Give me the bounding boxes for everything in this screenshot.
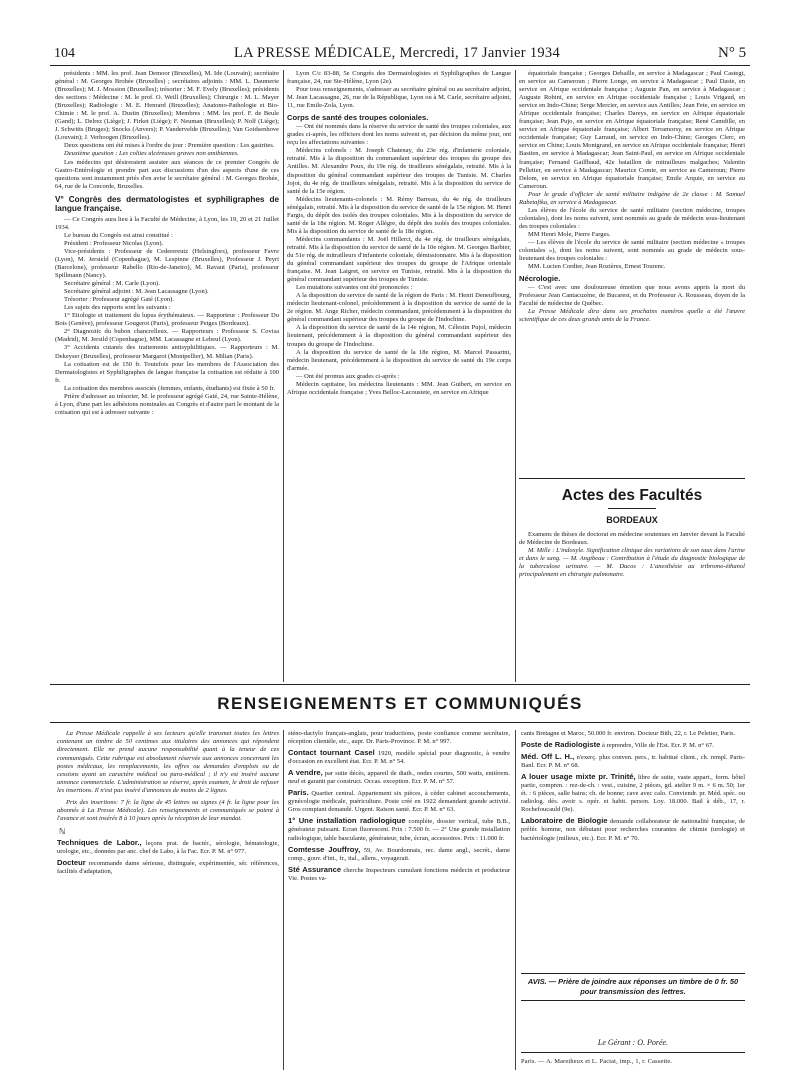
header-rule: [50, 65, 750, 66]
column-mark: ℕ: [59, 827, 66, 837]
ad-body: cants Bretagne et Maroc, 50.000 fr. environ. Docteur Bith, 22, r. Le Peletier, Paris.: [521, 730, 736, 737]
paragraph: MM. Lucien Cordier, Jean Rozières, Ernest Tourenc.: [528, 263, 666, 271]
ad-entry: [57, 839, 279, 856]
ad-body: complète, dossier vertical, tube B.B., générateur puissant. Ecran fluorescent. Prix : 7.500 fr. — 2° Une grande installation radiologique, table basculante, générateur, tube, écran, accessoires. Prix : 11.000 fr.: [288, 818, 510, 842]
paragraph: Secrétaire général adjoint : M. Jean Lacassagne (Lyon).: [64, 288, 209, 296]
avis-notice: AVIS. — Prière de joindre aux réponses un timbre de 0 fr. 50 pour transmission des lettres.: [527, 977, 739, 996]
ad-body: sténo-dactylo français-anglais, pour traductions, poste confiance comme secrétaire, réception clientèle, etc., aupr. Dr. Paris-Province. P. M. n° 997.: [288, 730, 510, 746]
imprint-rule: [521, 1052, 745, 1053]
paragraph: Pour le grade d'officier de santé militaire indigène de 2e classe : M. Samuel Rabetafika, en service à Madagascar.: [519, 190, 745, 206]
ad-entry: [288, 866, 510, 883]
renseignements-column-2: [288, 730, 510, 1075]
ad-heading: Sté Assurance: [288, 864, 342, 874]
ad-body: 1920, modèle spécial pour diagnostic, à vendre d'occasion en excellent état. Ecr. P. M. n° 54.: [288, 750, 510, 766]
ad-entry: [288, 730, 510, 746]
ad-entry: [288, 789, 510, 814]
paragraph: Examens de thèses de doctorat en médecine soutenues en Janvier devant la Faculté de Médecine de Bordeaux.: [519, 531, 745, 547]
section-heading: Corps de santé des troupes coloniales.: [287, 113, 429, 123]
renseignements-column-3: [521, 730, 745, 970]
paragraph: équatoriale française ; Georges Debaille, en service à Madagascar ; Paul Castegt, en service au Cameroun ; Pierre Longe, en service à Madagascar ; Paul Daste, en service en Afrique occidentale française ; Auguste Pan, en service à Madagascar ; Auguste Robini, en service en Afrique occidentale française ; Louis Vrigaud, en service en Indo-Chine; Serge Mercier, en service aux Antilles; Jean Fete, en service en Afrique occidentale française; Charles Dareys, en service en Afrique équatoriale française; Jean Pujo, en service en Afrique équatoriale française; René Camdille, en service en Afrique équatoriale française; Albert Terramorsy, en service en Afrique occidentale française; Guy Larraud, en service en Indo-Chine; Georges Clerc, en service en Chine; Louis Montgrand, en service en Afrique occidentale française; Henri Bastien, en service à Madagascar; Jean Saint-Paul, en service en Afrique occidentale française; Fernand Gaillbaud, 42e bataillon de mitrailleurs malgaches; Valentin Pelletier, en service à Madagascar; Maurice Comte, en service au Cameroun; Pierre Delom, en service en Afrique équatoriale française; Emile Arquie, en service au Cameroun.: [519, 70, 745, 190]
column-1: [55, 70, 279, 682]
ad-entry: [521, 817, 745, 842]
paragraph: Les sujets des rapports sont les suivants :: [64, 304, 171, 312]
column-divider: [515, 70, 516, 682]
ad-heading: Comtesse Jouffroy,: [288, 844, 361, 854]
ad-body: cherche Inspecteurs cumulant fonctions médecin et producteur Vie. Postes va-: [288, 866, 510, 882]
paragraph: Président : Professeur Nicolas (Lyon).: [64, 239, 164, 247]
paragraph: Deux questions ont été mises à l'ordre du jour : Première question : Les gastrites.: [64, 142, 275, 150]
actes-subtitle: BORDEAUX: [606, 515, 658, 525]
ad-body: par suite décès, appareil de diath., ondes courtes, 500 watts, entièrem. neuf et garanti par construct. Occas. exception. Ecr. P. M. n° 57.: [288, 770, 510, 786]
paragraph: A la disposition du service de santé de la 14e région, M. Célestin Pujol, médecin lieutenant, précédemment à la disposition du général commandant supérieur des troupes du groupe de l'Indochine.: [287, 324, 511, 348]
section-heading: Nécrologie.: [519, 274, 561, 284]
ad-heading: 1° Une installation radiologique: [288, 816, 406, 826]
paragraph: 3° Accidents cutanés des traitements antisyphilitiques. — Rapporteurs : M. Dekeyser (Bruxelles), professeur Margarot (Montpellier), M. Milian (Paris).: [55, 344, 279, 360]
ad-entry: [288, 769, 510, 786]
ad-body: n'exerç. plus conven. pers., tr. habitué client., ch. rempl. Paris-Banl. Ecr. P. M. n° 68.: [521, 754, 745, 770]
actes-body: [519, 531, 745, 681]
page-header-title: LA PRESSE MÉDICALE, Mercredi, 17 Janvier 1934: [234, 45, 561, 61]
paragraph: La Presse Médicale dira dans ses prochains numéros quelle a été l'œuvre scientifique de ces deux grands amis de la France.: [519, 308, 745, 324]
ad-entry: [521, 773, 745, 814]
paragraph: Secrétaire général : M. Carle (Lyon).: [64, 280, 160, 288]
column-divider: [283, 730, 284, 1070]
section-rule-top: [50, 684, 750, 685]
renseignements-column-1: [57, 730, 279, 1075]
ad-heading: Techniques de Labor.,: [57, 838, 142, 848]
paragraph: Le bureau du Congrès est ainsi constitué :: [64, 231, 173, 239]
ad-entry: [521, 741, 745, 750]
paragraph: Médecins lieutenants-colonels : M. Rémy Barreau, du 4e rég. de tirailleurs sénégalais, retraité. Mis à la disposition du service de santé de la 15e région. M. Henri Fargis, du dépôt des isolés des troupes coloniales. Mis à la disposition du service de santé de la 18e région. M. Roger Allègre, du dépôt des isolés des troupes coloniales. Mis à la disposition du service de santé de la 18e région.: [287, 195, 511, 235]
paragraph: 1° Etiologie et traitement du lupus érythémateux. — Rapporteur : Professeur Du Bois (Genève), professeur Gougerot (Paris), professeur Petges (Bordeaux).: [55, 312, 279, 328]
issue-number: N° 5: [718, 45, 747, 61]
paragraph: Les élèves de l'école du service de santé militaire (section médecine, troupes coloniales), dont les noms suivent, sont nommés au grade de médecin sous-lieutenant des troupes coloniales :: [519, 206, 745, 230]
ad-heading: Méd. Off L. H.,: [521, 752, 575, 762]
ad-entry: [288, 749, 510, 766]
actes-underline: [608, 508, 656, 509]
ad-entry: [288, 817, 510, 842]
section-heading: V° Congrès des dermatologistes et syphiligraphes de langue française.: [55, 194, 279, 214]
page-number: 104: [54, 46, 75, 61]
paragraph: Deuxième question : Les colites ulcéreuses graves non amibiennes.: [64, 150, 239, 158]
column-divider: [515, 730, 516, 1070]
paragraph: Médecins colonels : M. Joseph Chatenay, du 23e rég. d'infanterie coloniale, retraité. Mis à la disposition du commandant supérieur des troupes du groupe des Antilles. M. Alexandre Poux, du 19e rég. de tirailleurs sénégalais, retraité. Mis à la disposition du général commandant supérieur des troupes de Tunisie. M. Charles Jojot, du 4e rég. de tirailleurs sénégalais, retraité. Mis à la disposition du service de santé de la 15e région.: [287, 147, 511, 195]
ad-heading: Laboratoire de Biologie: [521, 816, 608, 826]
ad-heading: A louer usage mixte pr. Trinité,: [521, 772, 636, 782]
section-rule: [519, 478, 745, 479]
renseignements-underline: [50, 722, 750, 723]
paragraph: présidents : MM. les prof. Jean Demoor (Bruxelles), M. Ide (Louvain); secrétaire général : M. Georges Brohée (Bruxelles) ; secrétaires adjoints : MM. L. Daumerie (Bruxelles); M. J. Mossion (Bruxelles); trésorier : M. F. Evely (Bruxelles); présidents des sections : Médecine : M. le prof. O. Weill (Bruxelles); Chirurgie : M. L. Mayer (Bruxelles); Radiologie : M. E. Henrard (Bruxelles); Anatomo-Pathologie et Bio-Chimie : M. le prof. A. Dustin (Bruxelles); Membres : MM. les prof. F. de Beule (Gand); L. Delrez (Liège); J. Firket (Liège); F. Neuman (Bruxelles); P. Nolf (Liège); J. Schwitts (Bruges); Snocks (Anvers); P. Vandervelde (Bruxelles); Van Goidsenhove (Louvain); J. Verhoogen (Bruxelles).: [55, 70, 279, 142]
ad-entry: [521, 753, 745, 770]
paragraph: Trésorier : Professeur agrégé Gaté (Lyon).: [64, 296, 174, 304]
printer-imprint: Paris. — A. Maretheux et L. Pactat, imp., 1, r. Cassette.: [521, 1058, 673, 1065]
paragraph: A la disposition du service de santé de la 18e région, M. Marcel Passarini, médecin lieutenant, précédemment à la disposition du service de santé du 19e corps d'armée.: [287, 348, 511, 372]
ad-entry: [57, 859, 279, 876]
paragraph: M. Mille : L'indoxyle. Signification clinique des variations de son taux dans l'urine et dans le sang. — M. Angibeau : Contribution à l'étude du diagnostic biologique de la tuberculose urinaire. — M. Ducos : L'anesthésie au tribromo-éthanol principalement en chirurgie pulmonaire.: [519, 547, 745, 579]
ad-body: demande collaborateur de nationalité française, de préfér. homme, non débutant pour recherches courantes de chimie (urologie) et bactériologie (milieux, etc.). Ecr. P. M. n° 70.: [521, 818, 745, 842]
ad-body: Quartier central. Appartement six pièces, à céder cabinet accouchements, gynécologie médicale, puériculture. Poste créé en 1922 demandant grande activité. Gros comptant demandé. Urgent. Raison santé. Ecr. P. M. n° 63.: [288, 790, 510, 814]
paragraph: — Ce Congrès aura lieu à la Faculté de Médecine, à Lyon, les 19, 20 et 21 Juillet 1934.: [55, 215, 279, 231]
paragraph: La cotisation des membres associés (femmes, enfants, étudiants) est fixée à 50 fr.: [64, 384, 276, 392]
paragraph: Les mutations suivantes ont été prononcées :: [296, 284, 413, 292]
paragraph: Lyon C/c 83-88, 5e Congrès des Dermatologistes et Syphiligraphes de Langue française, 24, rue Ste-Hélène, Lyon (2e).: [287, 70, 511, 86]
paragraph: — Les élèves de l'école du service de santé militaire (section médecine « troupes coloniales »), dont les noms suivent, sont nommés au grade de médecin sous-lieutenant des troupes coloniales :: [519, 238, 745, 263]
paragraph: Prière d'adresser au trésorier, M. le professeur agrégé Gaté, 24, rue Sainte-Hélène, à Lyon, d'une part les adhésions nominales au Congrès et d'autre part le montant de la cotisation qui est à adresser suivante :: [55, 392, 279, 416]
ad-heading: Docteur: [57, 858, 86, 868]
avis-rule-top: [521, 973, 745, 974]
paragraph: Médecins commandants : M. Joël Hillerct, du 4e rég. de tirailleurs sénégalais, retraité. Mis à la disposition du service de santé de la 10e région. M. Georges Barbier, du 51e rég. de mitrailleurs d'infanterie coloniale, démissionnaire. Mis à la disposition du général commandant supérieur des troupes du groupe de l'Afrique orientale française. M. Jean Laigret, en service en Tunisie, retraité. Mis à la disposition du général commandant supérieur des troupes de Tunisie.: [287, 235, 511, 284]
actes-title: Actes des Facultés: [561, 487, 703, 504]
ad-entry: [288, 846, 510, 863]
ad-body: leçons prat. de bactér., sérologie, hématologie, urologie, etc., données par anc. chef de Labo, à la Fac. Ecr. P. M. n° 977.: [57, 840, 279, 856]
paragraph: 2° Diagnostic du bubon chancrelleux. — Rapporteurs : Professeur S. Covisa (Madrid), M. Jersild (Copenhague), MM. Lacassagne et Lebeuf (Lyon).: [55, 328, 279, 344]
paragraph: Pour tous renseignements, s'adresser au secrétaire général ou au secrétaire adjoint, M. Jean Lacassagne, 26, rue de la République, Lyon ou à M. Carle, secrétaire adjoint, 11, rue Emile-Zola, Lyon.: [287, 86, 511, 110]
paragraph: La cotisation est de 150 fr. Toutefois pour les membres de l'Association des Dermatologistes et Syphiligraphes de langue française la cotisation est réduite à 100 fr.: [55, 360, 279, 384]
column-2: [287, 70, 511, 682]
ad-heading: Paris.: [288, 788, 309, 798]
paragraph: Les médecins qui désireraient assister aux séances de ce premier Congrès de Gastro-Entérologie et prendre part aux discussions d'un des aspects d'une de ces questions sont instamment priés d'en avisr le secrétaire général : M. Georges Brohée, 64, rue de la Concorde, Bruxelles.: [55, 158, 279, 190]
avis-rule-bottom: [521, 1000, 745, 1001]
column-3: [519, 70, 745, 475]
ad-heading: Poste de Radiologiste: [521, 740, 601, 750]
ad-body: à reprendre, Ville de l'Est. Ecr. P. M. n° 67.: [600, 742, 714, 750]
paragraph: — Ont été promus aux grades ci-après :: [296, 372, 400, 380]
ad-heading: A vendre,: [288, 768, 323, 778]
paragraph: Vice-présidents : Professeur de Cederereutz (Helsingfors), professeur Favre (Lyon), M. Jersield (Copenhague), M. Lespinne (Bruxelles), Professeur J. Peyri (Barcelone), professeur Rabello (Rio-de-Janeiro), M. Ravaut (Paris), professeur Spillmann (Nancy).: [55, 247, 279, 280]
ad-body: recommande dame sérieuse, distinguée, expérimentée, sér. références, facilités d'adaptation,: [57, 860, 279, 876]
ad-heading: Contact tournant Casel: [288, 748, 375, 758]
gerant-signature: Le Gérant : O. Porée.: [597, 1038, 669, 1047]
ad-body: libre de suite, vaste appart., form. hôtel partic, compren. : rez-de-ch. : vest., cuisine, 2 pièces, gd. atelier 9 m. × 6 m. 50; 1er ét. : 6 pièces, salle bains; ch. de bonne; cave avec calo. Conviendr. pr. Méd. spéc. ou radiolog. dés. avoir s. opér. et habit. person. Loy. 18.000. Bail à déb., 17, r. Rochefoucauld (9e).: [521, 774, 745, 814]
paragraph: MM Henri Mole, Pierre Farges.: [528, 230, 611, 238]
paragraph: — Ont été nommés dans la réserve du service de santé des troupes coloniales, aux grades ci-après, les officiers dont les noms suivent et, par décision du même jour, ont reçu les affectations suivantes :: [287, 123, 511, 147]
paragraph: — C'est avec une douloureuse émotion que nous avons appris la mort du Professeur Jean Cantacuzène, de Bucarest, et du Professeur A. Rousseau, doyen de la Faculté de médecine de Québec.: [519, 284, 745, 308]
notice-prices: Prix des insertions: 7 fr. la ligne de 45 lettres ou signes (4 fr. la ligne pour les abonnés à La Presse Médicale). Les renseignements et communiqués se paient à l'avance et sont insérés 8 à 10 jours après la réception de leur mandat.: [57, 798, 279, 823]
notice-intro: La Presse Médicale rappelle à ses lecteurs qu'elle transmet toutes les lettres contenant un timbre de 50 centimes aux titulaires des annonces qui répondent directement. Elle ne prend aucune responsabilité quant à la teneur de ces communiqués. Cette rubrique est absolument réservée aux annonces concernant les postes médicaux, les remplacements, les offres ou demandes d'emplois ou de cessions ayant un caractère médical ou para-médical ; il n'y est inséré aucune annonce commerciale. L'administration se réserve, après examen, le droit de refuser les insertions. Il n'est pas inséré d'annonces de moins de 2 lignes.: [57, 730, 279, 795]
renseignements-title: RENSEIGNEMENTS ET COMMUNIQUÉS: [217, 694, 583, 713]
ad-body: 59, Av. Bourdonnais, rec. dame angl., secrét., dame comp., gouv. d'int., fr., ital., allem., voyagerait.: [288, 846, 510, 862]
column-divider: [283, 70, 284, 682]
paragraph: Médecin capitaine, les médecins lieutenants : MM. Jean Guibert, en service en Afrique occidentale française ; Yves Belloc-Lacoustete, en service en Afrique: [287, 380, 511, 396]
paragraph: A la disposition du service de santé de la région de Paris : M. Henri Deneufbourg, médecin lieutenant-colonel, précédemment à la disposition du service de santé de la 2e région. M. Ange Richer, médecin commandant, précédemment à la disposition du général commandant supérieur des troupes du groupe de l'Indochine.: [287, 292, 511, 324]
ad-entry: [521, 730, 745, 738]
